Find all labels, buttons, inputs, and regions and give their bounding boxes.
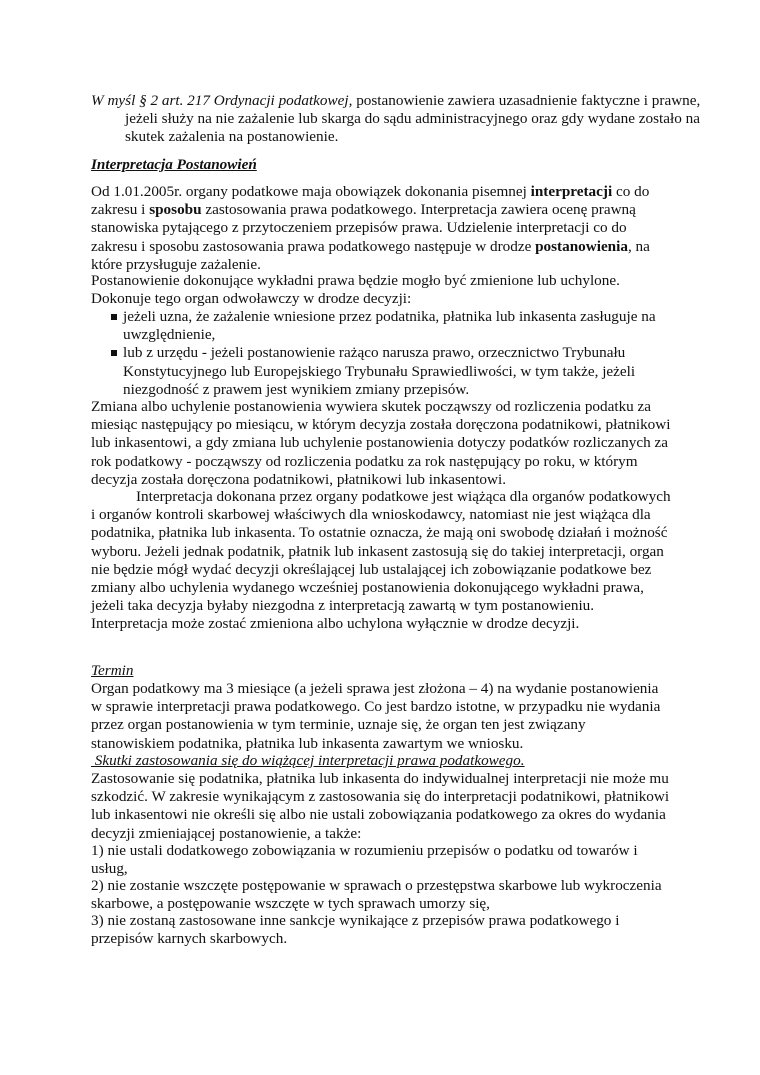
p2-text-1: Od 1.01.2005r. organy podatkowe maja obowiązek dokonania pisemnej [91, 183, 531, 200]
list-item: 2) nie zostanie wszczęte postępowanie w sprawach o przestępstwa skarbowe lub wykroczenia skarbowe, a postępowanie wszczęte w tych sprawach umorzy się, [91, 877, 662, 913]
paragraph-zmiana-postanowienia: Postanowienie dokonujące wykładni prawa będzie mogło być zmienione lub uchylone. Dokonuje tego organ odwoławczy w drodze decyzji: [91, 272, 620, 308]
heading-termin-text: Termin [91, 662, 134, 679]
p2-bold-2: sposobu [149, 201, 202, 219]
bullet-icon [111, 314, 117, 320]
list-item-text: lub z urzędu - jeżeli postanowienie rażąco narusza prawo, orzecznictwo Trybunału Konstytucyjnego lub Europejskiego Trybunału Sprawiedliwości, w tym także, jeżeli niezgodność z prawem jest wynikiem zmiany przepisów. [123, 344, 636, 398]
list-item-text: jeżeli uzna, że zażalenie wniesione przez podatnika, płatnika lub inkasenta zasługuje na uwzględnienie, [123, 308, 656, 344]
paragraph-skutek-zmiany: Zmiana albo uchylenie postanowienia wywiera skutek począwszy od rozliczenia podatku za miesiąc następujący po miesiącu, w którym decyzja została doręczona podatnikowi, płatnikowi lub inkasentowi, a gdy zmiana lub uchylenie postanowienia dotyczy podatków rozliczanych za rok podatkowy - począwszy od rozliczenia podatku za rok następujący po roku, w którym decyzja została doręczona podatnikowi, płatnikowi lub inkasentowi. [91, 398, 671, 488]
heading-skutki [91, 752, 671, 770]
p2-text-4: , na które przysługuje zażalenie. [91, 237, 650, 273]
list-item: 3) nie zostaną zastosowane inne sankcje wynikające z przepisów prawa podatkowego i przepisów karnych skarbowych. [91, 912, 620, 948]
heading-skutki-text: Skutki zastosowania się do wiążącej interpretacji prawa podatkowego. [91, 752, 525, 769]
list-item [91, 344, 671, 399]
paragraph-wiazaca-interpretacja: Interpretacja dokonana przez organy podatkowe jest wiążąca dla organów podatkowych i organów kontroli skarbowej właściwych dla wnioskodawcy, natomiast nie jest wiążąca dla podatnika, płatnika lub inkasenta. To ostatnie oznacza, że mają oni swobodę działań i możność wyboru. Jeżeli jednak podatnik, płatnik lub inkasent zastosują się do takiej interpretacji, organ nie będzie mógł wydać decyzji określającej lub ustalającej ich zobowiązanie podatkowe bez zmiany albo uchylenia wydanego wcześniej postanowienia dokonującego wykładni prawa, jeżeli taka decyzja byłaby niezgodna z interpretacją zawartą w tym postanowieniu. Interpretacja może zostać zmieniona albo uchylona wyłącznie w drodze decyzji. [91, 488, 671, 633]
paragraph-termin: Organ podatkowy ma 3 miesiące (a jeżeli sprawa jest złożona – 4) na wydanie postanowienia w sprawie interpretacji prawa podatkowego. Co jest bardzo istotne, w przypadku nie wydania przez organ postanowienia w tym terminie, uznaje się, że organ ten jest związany stanowiskiem podatnika, płatnika lub inkasenta zawartym we wniosku. [91, 680, 661, 752]
list-item: 1) nie ustali dodatkowego zobowiązania w rozumieniu przepisów o podatku od towarów i usług, [91, 842, 638, 878]
heading-termin [91, 662, 671, 680]
intro-text: postanowienie zawiera uzasadnienie faktyczne i prawne, jeżeli służy na nie zażalenie lub skarga do sądu administracyjnego oraz gdy wydane zostało na skutek zażalenia na postanowienie. [125, 92, 701, 146]
paragraph-skutki: Zastosowanie się podatnika, płatnika lub inkasenta do indywidualnej interpretacji nie może mu szkodzić. W zakresie wynikającym z zastosowania się do interpretacji podatnikowi, płatnikowi lub inkasentowi nie określi się albo nie ustali zobowiązania podatkowego za okres do wydania decyzji zmieniającej postanowienie, a także: [91, 770, 670, 842]
conditions-list [91, 308, 671, 399]
list-item [91, 308, 671, 344]
p2-bold-1: interpretacji [530, 183, 613, 200]
p2-bold-3: postanowienia [535, 237, 628, 255]
intro-paragraph [91, 92, 705, 147]
p2-text-3: zastosowania prawa podatkowego. Interpretacja zawiera ocenę prawną stanowiska pytającego z przytoczeniem przepisów prawa. Udzielenie interpretacji co do zakresu i sposobu zastosowania prawa podatkowego następuje w drodze [91, 201, 636, 255]
heading-interpretacja [91, 156, 671, 174]
p2-text-2: co do zakresu i [91, 183, 650, 219]
heading-interpretacja-text: Interpretacja Postanowień [91, 156, 257, 173]
legal-reference: W myśl § 2 art. 217 Ordynacji podatkowej, [91, 92, 353, 109]
bullet-icon [111, 350, 117, 356]
paragraph-interpretacja [91, 183, 671, 274]
